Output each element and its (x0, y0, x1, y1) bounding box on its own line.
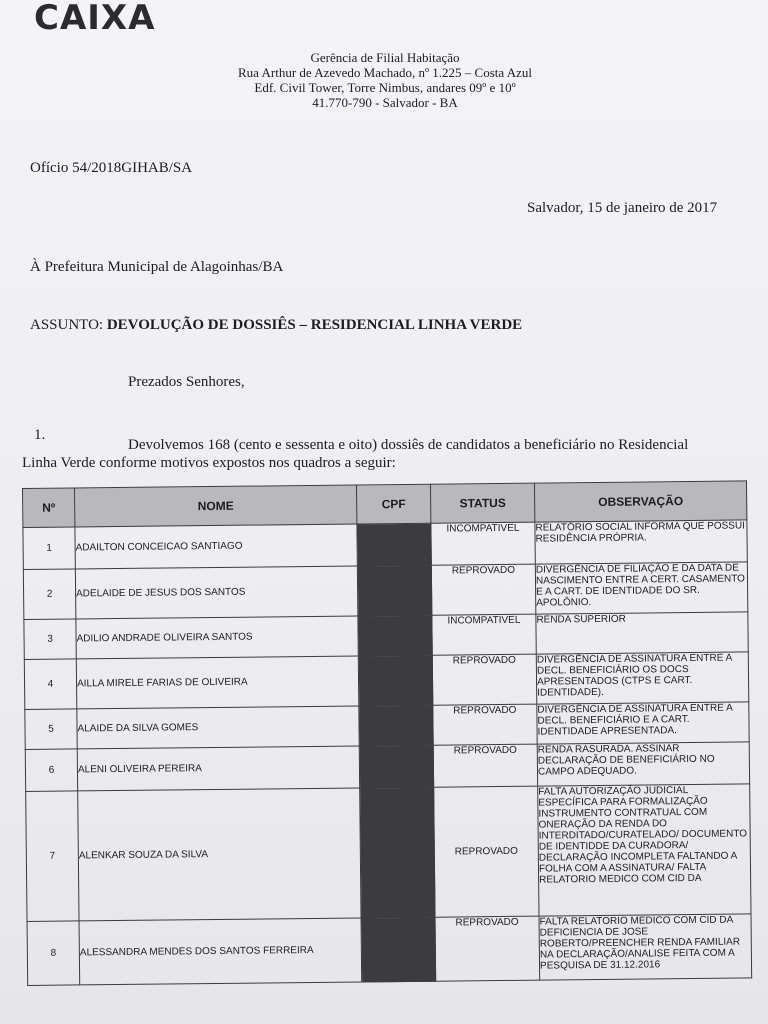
row-number: 2 (23, 569, 76, 620)
row-status: REPROVADO (433, 744, 537, 787)
row-number: 3 (24, 619, 76, 660)
row-number: 1 (23, 527, 75, 570)
row-observation: RENDA SUPERIOR (536, 612, 748, 654)
header-observacao: OBSERVAÇÃO (534, 481, 746, 522)
table-row (23, 562, 747, 620)
paragraph-line: Devolvemos 168 (cento e sessenta e oito) dossiês de candidatos a beneficiário no Residencial (128, 437, 689, 453)
cpf-redacted (357, 523, 431, 566)
row-name: ADILIO ANDRADE OLIVEIRA SANTOS (76, 616, 358, 659)
document-reference: Ofício 54/2018GIHAB/SA (30, 160, 193, 176)
letterhead-line: Rua Arthur de Azevedo Machado, nº 1.225 – Costa Azul (238, 65, 532, 80)
row-observation: DIVERGÊNCIA DE ASSINATURA ENTRE A DECL. BENEFICIÁRIO E A CART. IDENTIDADE APRESENTADA. (537, 702, 749, 744)
cpf-redacted (360, 787, 435, 918)
recipient: À Prefeitura Municipal de Alagoinhas/BA (30, 259, 284, 275)
row-status: INCOMPATIVEL (431, 522, 535, 565)
row-status: REPROVADO (434, 786, 539, 917)
row-status: INCOMPATIVEL (432, 614, 536, 655)
row-name: ALENKAR SOUZA DA SILVA (78, 788, 361, 921)
cpf-redacted (357, 565, 432, 616)
table-row (27, 914, 752, 986)
header-num: Nº (23, 488, 75, 528)
row-status: REPROVADO (433, 704, 537, 745)
row-observation: RENDA RASURADA. ASSINAR DECLARAÇÃO DE BENEFICIÁRIO NO CAMPO ADEQUADO. (537, 742, 749, 786)
subject-line (30, 317, 522, 334)
row-name: ALAIDE DA SILVA GOMES (77, 706, 359, 749)
row-number: 8 (27, 921, 80, 986)
row-status: REPROVADO (431, 564, 536, 615)
row-observation: FALTA AUTORIZAÇÃO JUDICIAL ESPECÍFICA PARA FORMALIZAÇÃO INSTRUMENTO CONTRATUAL COM ONERAÇÃO DA RENDA DO INTERDITADO/CURATELADO/ DOCUMENTO DE IDENTIDDE DA CURADORA/ DECLARAÇÃO INCOMPLETA FALTANDO A FOLHA COM A ASSINATURA/ FALTA RELATORIO MEDICO COM CID DA (538, 784, 751, 916)
letterhead-line: 41.770-790 - Salvador - BA (312, 95, 458, 110)
dossier-table (22, 480, 752, 986)
subject-text: DEVOLUÇÃO DE DOSSIÊS – RESIDENCIAL LINHA VERDE (106, 317, 523, 333)
header-cpf: CPF (356, 484, 430, 524)
row-name: ADELAIDE DE JESUS DOS SANTOS (75, 566, 358, 619)
caixa-logo: CAIXA (34, 0, 156, 38)
cpf-redacted (361, 917, 436, 982)
row-number: 6 (25, 749, 77, 792)
row-number: 5 (25, 709, 77, 750)
cpf-redacted (358, 615, 432, 656)
row-observation: DIVERGÊNCIA DE FILIAÇÃO E DA DATA DE NASCIMENTO ENTRE A CERT. CASAMENTO E A CART. DE IDENTIDADE DO SR. APOLÔNIO. (535, 562, 748, 614)
paragraph-line: Linha Verde conforme motivos expostos nos quadros a seguir: (22, 455, 396, 471)
row-observation: RELATÓRIO SOCIAL INFORMA QUE POSSUI RESIDÊNCIA PRÓPRIA. (535, 520, 747, 564)
row-name: ADAILTON CONCEICAO SANTIAGO (75, 524, 357, 569)
row-name: ALENI OLIVEIRA PEREIRA (77, 746, 359, 791)
cpf-redacted (359, 745, 433, 788)
header-status: STATUS (430, 483, 534, 523)
row-status: REPROVADO (435, 916, 540, 981)
row-name: ALESSANDRA MENDES DOS SANTOS FERREIRA (79, 918, 362, 985)
row-name: AILLA MIRELE FARIAS DE OLIVEIRA (76, 656, 359, 709)
table-row (24, 652, 748, 710)
paragraph-number: 1. (34, 427, 46, 443)
cpf-redacted (358, 655, 433, 706)
document-date: Salvador, 15 de janeiro de 2017 (527, 200, 718, 216)
row-number: 7 (26, 791, 79, 922)
table-row (26, 784, 751, 922)
row-status: REPROVADO (432, 654, 537, 705)
cpf-redacted (359, 705, 433, 746)
row-number: 4 (24, 659, 77, 710)
subject-label: ASSUNTO: (30, 317, 104, 333)
header-nome: NOME (75, 485, 357, 527)
row-observation: DIVERGÊNCIA DE ASSINATURA ENTRE A DECL. BENEFICIÁRIO OS DOCS APRESENTADOS (CTPS E CART. IDENTIDADE). (536, 652, 749, 704)
letterhead-line: Edf. Civil Tower, Torre Nimbus, andares 09º e 10º (254, 80, 516, 95)
letterhead-line: Gerência de Filial Habitação (310, 50, 460, 65)
letterhead (200, 50, 570, 110)
row-observation: FALTA RELATORIO MEDICO COM CID DA DEFICIENCIA DE JOSE ROBERTO/PREENCHER RENDA FAMILIAR NA DECLARAÇÃO/ANALISE FEITA COM A PESQUISA DE 31.12.2016 (539, 914, 752, 980)
greeting: Prezados Senhores, (128, 374, 245, 390)
